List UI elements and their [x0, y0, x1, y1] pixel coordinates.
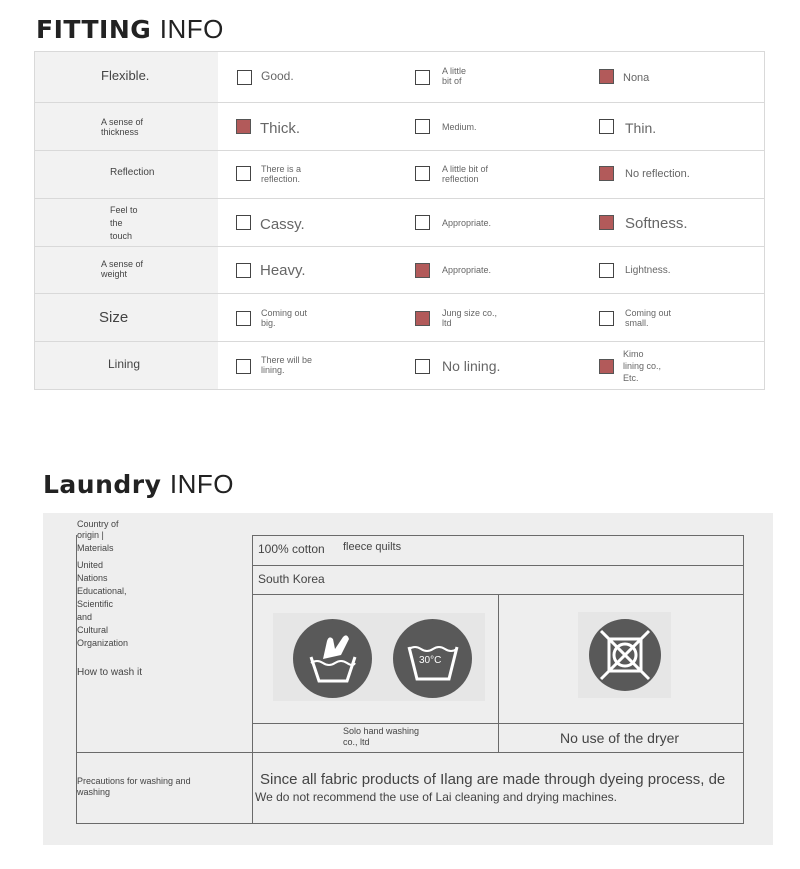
checkbox-checked[interactable] — [599, 215, 614, 230]
checkbox[interactable] — [415, 359, 430, 374]
option-thick[interactable] — [218, 103, 398, 150]
option-label: A little bit of — [442, 66, 467, 87]
precautions-label: Precautions for washing and washing — [77, 776, 191, 797]
option-kimo-lining[interactable] — [578, 342, 764, 389]
row-label-text: A sense of thickness — [101, 117, 144, 138]
grid-line — [252, 535, 253, 824]
option-label: Appropriate. — [442, 265, 492, 275]
checkbox[interactable] — [236, 311, 251, 326]
row-label — [35, 342, 218, 389]
fitting-table — [34, 51, 765, 390]
option-label: Nona — [623, 72, 650, 84]
option-label: Medium. — [442, 122, 477, 132]
checkbox-checked[interactable] — [415, 263, 430, 278]
checkbox[interactable] — [415, 215, 430, 230]
precaution-line-2: We do not recommend the use of Lai cleaning and drying machines. — [255, 790, 617, 804]
fitting-info-heading — [36, 14, 224, 45]
option-label: Kimo lining co., Etc. — [623, 349, 662, 384]
wash-30c-text: 30°C — [419, 655, 442, 666]
fitting-row-flexible — [35, 52, 764, 103]
wash-icons-box — [273, 613, 485, 701]
checkbox[interactable] — [599, 263, 614, 278]
grid-line — [498, 594, 499, 753]
materials-label: Materials — [77, 543, 114, 553]
laundry-info-heading — [43, 469, 234, 500]
option-there-will-be-lining[interactable] — [218, 342, 398, 389]
checkbox[interactable] — [236, 215, 251, 230]
row-label-text: Reflection — [110, 167, 155, 178]
row-label-text: Flexible. — [101, 68, 150, 83]
fitting-heading-bold: FITTING — [36, 15, 152, 44]
row-label — [35, 294, 218, 341]
option-cassy[interactable] — [218, 199, 398, 246]
grid-line — [252, 535, 743, 536]
option-label: Thick. — [260, 120, 301, 137]
country-of-origin-label: Country of origin | — [77, 519, 119, 540]
hand-wash-caption: Solo hand washing co., ltd — [343, 726, 420, 747]
option-label: Lightness. — [625, 265, 671, 276]
checkbox[interactable] — [236, 166, 251, 181]
option-label: A little bit of reflection — [442, 164, 489, 185]
checkbox[interactable] — [415, 166, 430, 181]
option-label: Jung size co., ltd — [442, 308, 498, 329]
option-lightness[interactable] — [578, 247, 764, 293]
option-appropriate-touch[interactable] — [398, 199, 578, 246]
precaution-line-1: Since all fabric products of Ilang are made through dyeing process, de — [260, 771, 726, 788]
no-dryer-icon-box — [578, 612, 671, 698]
checkbox-checked[interactable] — [415, 311, 430, 326]
option-label: Cassy. — [260, 216, 305, 233]
option-medium[interactable] — [398, 103, 578, 150]
option-label: Softness. — [625, 215, 688, 232]
no-dryer-caption: No use of the dryer — [560, 730, 680, 746]
row-label-text: A sense of weight — [101, 259, 144, 280]
option-softness[interactable] — [578, 199, 764, 246]
option-label: There is a reflection. — [261, 164, 302, 185]
option-label: There will be lining. — [261, 355, 313, 376]
checkbox-checked[interactable] — [599, 359, 614, 374]
checkbox-checked[interactable] — [236, 119, 251, 134]
row-label-text: Feel to the touch — [110, 205, 138, 242]
row-label-text: Lining — [108, 357, 141, 371]
option-no-reflection[interactable] — [578, 151, 764, 198]
checkbox-checked[interactable] — [599, 166, 614, 181]
grid-line — [76, 752, 743, 753]
grid-line — [76, 823, 743, 824]
fitting-row-touch — [35, 199, 764, 247]
option-nona[interactable] — [578, 52, 764, 102]
row-label — [35, 103, 218, 150]
row-label — [35, 199, 218, 246]
option-coming-out-small[interactable] — [578, 294, 764, 341]
laundry-heading-light: INFO — [169, 469, 234, 499]
fitting-row-lining — [35, 342, 764, 389]
row-label — [35, 151, 218, 198]
materials-extra-value: fleece quilts — [343, 541, 402, 553]
checkbox[interactable] — [237, 70, 252, 85]
checkbox[interactable] — [236, 359, 251, 374]
option-thin[interactable] — [578, 103, 764, 150]
checkbox[interactable] — [236, 263, 251, 278]
option-label: Coming out small. — [625, 308, 672, 329]
option-label: Heavy. — [260, 262, 306, 279]
fitting-row-thickness — [35, 103, 764, 151]
option-a-little[interactable] — [398, 52, 578, 102]
wash-30c-icon — [393, 619, 472, 698]
option-label: No reflection. — [625, 168, 690, 180]
hand-wash-icon-graphic — [293, 619, 372, 698]
row-label — [35, 52, 218, 102]
option-appropriate-weight[interactable] — [398, 247, 578, 293]
option-no-lining[interactable] — [398, 342, 578, 389]
laundry-table — [43, 513, 773, 845]
grid-line — [252, 565, 743, 566]
unesco-label: United Nations Educational, Scientific and Cultural Organization — [77, 560, 129, 649]
no-tumble-dry-icon-graphic — [589, 619, 661, 691]
option-heavy[interactable] — [218, 247, 398, 293]
option-there-is-reflection[interactable] — [218, 151, 398, 198]
option-label: Good. — [261, 69, 294, 83]
option-little-reflection[interactable] — [398, 151, 578, 198]
fitting-row-weight — [35, 247, 764, 294]
grid-line — [743, 535, 744, 824]
checkbox[interactable] — [415, 70, 430, 85]
checkbox-checked[interactable] — [599, 69, 614, 84]
fitting-row-reflection — [35, 151, 764, 199]
checkbox[interactable] — [599, 311, 614, 326]
option-label: Coming out big. — [261, 308, 308, 329]
materials-value: 100% cotton — [258, 542, 325, 556]
option-coming-out-big[interactable] — [218, 294, 398, 341]
option-jung-size[interactable] — [398, 294, 578, 341]
fitting-heading-light: INFO — [159, 14, 224, 44]
row-label — [35, 247, 218, 293]
origin-value: South Korea — [258, 572, 325, 586]
laundry-heading-bold: Laundry — [43, 470, 162, 499]
fitting-row-size — [35, 294, 764, 342]
how-to-wash-label: How to wash it — [77, 667, 143, 678]
hand-wash-icon — [293, 619, 372, 698]
option-good[interactable] — [218, 52, 398, 102]
option-label: No lining. — [442, 358, 501, 374]
no-tumble-dry-icon — [589, 619, 661, 691]
option-label: Appropriate. — [442, 218, 492, 228]
checkbox[interactable] — [415, 119, 430, 134]
option-label: Thin. — [625, 120, 657, 136]
checkbox[interactable] — [599, 119, 614, 134]
row-label-text: Size — [99, 309, 129, 326]
